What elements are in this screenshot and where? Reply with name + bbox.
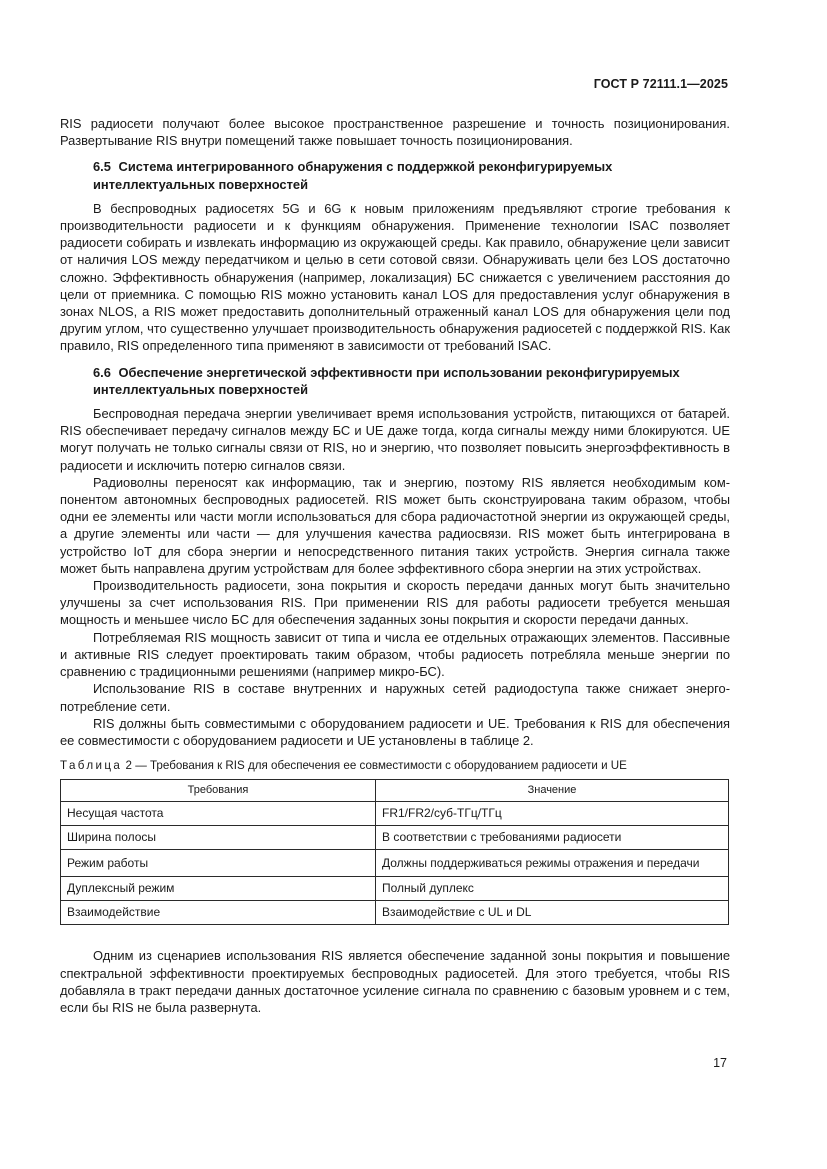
section-6-5-heading bbox=[60, 158, 730, 192]
page-number: 17 bbox=[713, 1056, 727, 1070]
section-6-5-paragraph: В беспроводных радиосетях 5G и 6G к новым приложениям предъявляют строгие требования к производительности радиосети и к функциям обнаружения. Применение технологии ISAC позволяет радиосети собирать и извлекать информацию из окружающей среды. Как правило, обнаружение цели зависит от наличия LOS между передатчиком и целью в сети сотовой связи. Обнаруживать цели без LOS достаточно сложно. Эффективность обнаружения (например, локализация) БС снижается с увеличением расстояния до цели от приемника. С помощью RIS можно установить канал LOS для предоставления услуг обнаружения в зонах NLOS, а RIS может предоставить дополнительный отраженный канал LOS для обнаружения цели под другим углом, что существенно улучшает производительность обнаружения радиосетей с поддержкой RIS. Как правило, RIS определенного типа применяют в зависимости от требований ISAC. bbox=[60, 200, 730, 354]
table-cell-requirement: Взаимодействие bbox=[61, 901, 376, 925]
section-6-6-paragraph: Потребляемая RIS мощность зависит от типа и числа ее отдельных отражающих элементов. Пассивные и активные RIS следует проектировать таким образом, чтобы радиосеть потребляла меньше энергии по сравнению с традиционными решениями (например микро-БС). bbox=[60, 629, 730, 680]
section-6-6-heading bbox=[60, 364, 730, 398]
table-cell-requirement: Режим работы bbox=[61, 850, 376, 877]
section-6-6-paragraph: RIS должны быть совместимыми с оборудованием радиосети и UE. Требования к RIS для обеспечения ее совместимости с оборудованием радиосети и UE установлены в таблице 2. bbox=[60, 715, 730, 748]
section-6-6-paragraph: Беспроводная передача энергии увеличивает время использования устройств, питающихся от батарей. RIS обеспечивает передачу сигналов между БС и UE даже тогда, когда сигналы между ними блокируются. UE могут получать не только сигналы связи от RIS, но и энергию, что позволяет повысить энергоэффективность в радиосети и исключить потерю сигналов связи. bbox=[60, 406, 730, 473]
document-standard-header: ГОСТ Р 72111.1—2025 bbox=[593, 77, 728, 91]
table-row bbox=[61, 802, 729, 826]
intro-paragraph: RIS радиосети получают более высокое пространственное разрешение и точность позиционирования. Развертывание RIS внутри помещений также повышает точность позиционирования. bbox=[60, 116, 730, 149]
table-caption-text: — Требования к RIS для обеспечения ее совместимости с оборудованием радиосети и UE bbox=[135, 759, 627, 773]
table-caption bbox=[60, 757, 730, 774]
table-row bbox=[61, 826, 729, 850]
section-6-6-number: 6.6 bbox=[93, 364, 111, 380]
table-cell-value: Взаимодействие с UL и DL bbox=[376, 901, 729, 925]
table-cell-value: В соответствии с требованиями радиосети bbox=[376, 826, 729, 850]
table-row bbox=[61, 877, 729, 901]
section-6-5-title: Система интегрированного обнаружения с поддержкой реконфигурируемых интеллектуальных поверхностей bbox=[93, 159, 613, 192]
table-cell-requirement: Дуплексный режим bbox=[61, 877, 376, 901]
page-content bbox=[60, 115, 730, 1016]
table-row bbox=[61, 901, 729, 925]
table-header-requirements: Требования bbox=[61, 780, 376, 802]
table-cell-requirement: Ширина полосы bbox=[61, 826, 376, 850]
table-header-value: Значение bbox=[376, 780, 729, 802]
section-6-6-paragraph: Использование RIS в составе внутренних и наружных сетей радиодоступа также снижает энергопотребление сети. bbox=[60, 681, 730, 714]
section-6-5-number: 6.5 bbox=[93, 159, 111, 175]
table-cell-requirement: Несущая частота bbox=[61, 802, 376, 826]
table-cell-value: FR1/FR2/суб-ТГц/ТГц bbox=[376, 802, 729, 826]
section-6-6-paragraph: Радиоволны переносят как информацию, так и энергию, поэтому RIS является необходимым компонентом автономных беспроводных радиосетей. RIS может быть сконструирована таким образом, чтобы одни ее элементы или части могли использоваться для сбора радиочастотной энергии из окружающей среды, а другие элементы или части — для улучшения качества радиосвязи. RIS может быть интегрирована в устройство IoT для сбора энергии и непосредственного питания таких устройств. Энергия сигнала также может быть направлена другим устройствам для более эффективного сбора энергии на этих устройствах. bbox=[60, 474, 730, 576]
table-cell-value: Полный дуплекс bbox=[376, 877, 729, 901]
table-caption-number: 2 bbox=[125, 759, 132, 773]
closing-paragraph: Одним из сценариев использования RIS является обеспечение заданной зоны покрытия и повышение спектральной эффективности проектируемых беспроводных радиосетей. Для этого требуется, чтобы RIS добавляла в тракт передачи данных достаточное усиление сигнала по сравнению с базовым уровнем и с тем, если бы RIS не была развернута. bbox=[60, 948, 730, 1015]
table-caption-label: Таблица bbox=[60, 759, 123, 773]
section-6-6-title: Обеспечение энергетической эффективности при использовании реконфигурируемых интеллектуальных поверхностей bbox=[93, 364, 680, 397]
table-header-row bbox=[61, 780, 729, 802]
table-row bbox=[61, 850, 729, 877]
table-cell-value: Должны поддерживаться режимы отражения и передачи bbox=[376, 850, 729, 877]
requirements-table bbox=[60, 779, 729, 925]
section-6-6-paragraph: Производительность радиосети, зона покрытия и скорость передачи данных могут быть значительно улучшены за счет использования RIS. При применении RIS для работы радиосети требуется меньшая мощность и меньшее число БС для обеспечения заданных зоны покрытия и скорости передачи данных. bbox=[60, 578, 730, 628]
